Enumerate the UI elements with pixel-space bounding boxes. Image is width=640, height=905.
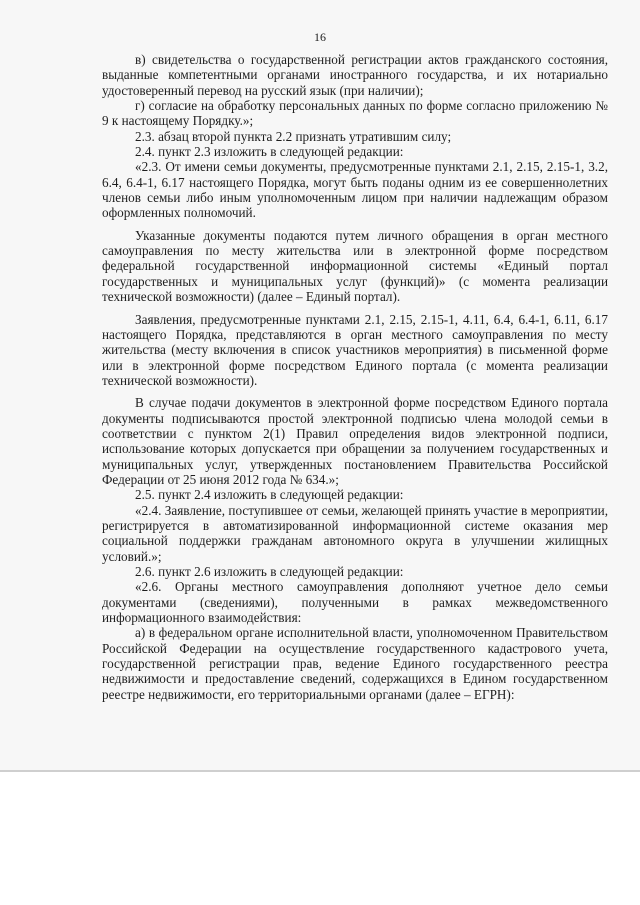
paragraph: а) в федеральном органе исполнительной власти, уполномоченном Правительством Российской Федерации на осуществление государственного кадастрового учета, государственной регистрации прав, ведение Единого государственного реестра недвижимости и предоставление сведений, содержащихся в Едином государственном реестре недвижимости, его территориальными органами (далее – ЕГРН): (102, 625, 608, 702)
document-body (102, 52, 608, 702)
paragraph: Заявления, предусмотренные пунктами 2.1, 2.15, 2.15-1, 4.11, 6.4, 6.4-1, 6.11, 6.17 настоящего Порядка, представляются в орган местного самоуправления по месту жительства (месту включения в список участников мероприятия) в письменной форме или в электронной форме посредством Единого портала (с момента реализации технической возможности). (102, 311, 608, 388)
paragraph: «2.3. От имени семьи документы, предусмотренные пунктами 2.1, 2.15, 2.15-1, 3.2, 6.4, 6.4-1, 6.17 настоящего Порядка, могут быть поданы одним из ее совершеннолетних членов семьи либо иным уполномоченным лицом при наличии надлежащим образом оформленных полномочий. (102, 159, 608, 221)
paragraph: 2.3. абзац второй пункта 2.2 признать утратившим силу; (135, 128, 452, 144)
page-number: 16 (314, 30, 326, 44)
paragraph: г) согласие на обработку персональных данных по форме согласно приложению № 9 к настоящему Порядку.»; (102, 98, 608, 129)
paragraph: В случае подачи документов в электронной форме посредством Единого портала документы подписываются простой электронной подписью члена молодой семьи в соответствии с пунктом 2(1) Правил определения видов электронной подписи, использование которых допускается при обращении за получением государственных и муниципальных услуг, утвержденных постановлением Правительства Российской Федерации от 25 июня 2012 года № 634.»; (102, 395, 608, 487)
paragraph: в) свидетельства о государственной регистрации актов гражданского состояния, выданные компетентными органами иностранного государства, и их нотариально удостоверенный перевод на русский язык (при наличии); (102, 52, 608, 98)
paragraph: 2.6. пункт 2.6 изложить в следующей редакции: (135, 564, 404, 579)
paragraph: «2.6. Органы местного самоуправления дополняют учетное дело семьи документами (сведениями), полученными в рамках межведомственного информационного взаимодействия: (102, 579, 608, 626)
paragraph: 2.5. пункт 2.4 изложить в следующей редакции: (135, 487, 404, 503)
paragraph: Указанные документы подаются путем личного обращения в орган местного самоуправления по месту жительства или в электронной форме посредством федеральной государственной информационной системы «Единый портал государственных и муниципальных услуг (функций)» (с момента реализации технической возможности) (далее – Единый портал). (102, 227, 608, 305)
paragraph: 2.4. пункт 2.3 изложить в следующей редакции: (135, 144, 404, 160)
paragraph: «2.4. Заявление, поступившее от семьи, желающей принять участие в мероприятии, регистрируется в автоматизированной информационной системе оказания мер социальной поддержки гражданам автономного округа в улучшении жилищных условий.»; (102, 502, 608, 564)
